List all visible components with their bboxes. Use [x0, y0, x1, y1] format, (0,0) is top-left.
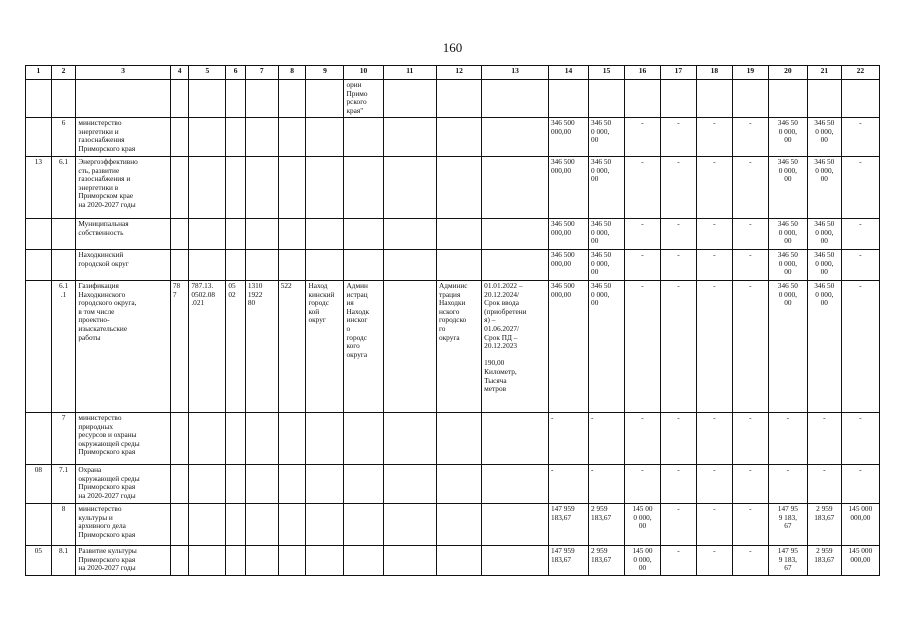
- header-cell: 11: [383, 66, 436, 80]
- table-cell-col-11: [383, 118, 436, 157]
- table-cell-col-16: -: [625, 465, 661, 504]
- table-cell-col-22: -: [841, 250, 879, 281]
- table-cell-col-3: министерство культуры и архивного дела Приморского края: [76, 504, 171, 546]
- table-row: [26, 157, 880, 219]
- table-cell-col-15: 346 50 0 000, 00: [589, 219, 625, 250]
- table-cell-col-4: [170, 219, 188, 250]
- header-cell: 7: [245, 66, 278, 80]
- table-cell-col-13: [482, 465, 549, 504]
- table-cell-col-11: [383, 465, 436, 504]
- table-cell-col-21: 346 50 0 000, 00: [807, 157, 841, 219]
- table-cell-col-10: [344, 250, 383, 281]
- table-cell-col-3: Развитие культуры Приморского края на 2020-2027 годы: [76, 546, 171, 576]
- table-cell-col-10: Админ истрац ия Находк инског о городс кого округа: [344, 281, 383, 413]
- header-cell: 4: [170, 66, 188, 80]
- table-cell-col-1: [26, 250, 52, 281]
- table-cell-col-8: [278, 413, 306, 465]
- table-row: [26, 281, 880, 413]
- table-cell-col-19: -: [732, 504, 768, 546]
- table-cell-col-7: [245, 413, 278, 465]
- table-cell-col-2: 7.1: [51, 465, 76, 504]
- table-cell-col-5: [189, 546, 226, 576]
- table-cell-col-5: [189, 118, 226, 157]
- table-cell-col-17: -: [660, 413, 696, 465]
- table-cell-col-19: -: [732, 219, 768, 250]
- table-cell-col-14: 147 959 183,67: [548, 504, 588, 546]
- header-cell: 5: [189, 66, 226, 80]
- table-cell-col-15: 346 50 0 000, 00: [589, 118, 625, 157]
- table-cell-col-12: [436, 157, 481, 219]
- table-cell-col-1: 05: [26, 546, 52, 576]
- table-cell-col-17: -: [660, 118, 696, 157]
- table-cell-col-6: [226, 219, 246, 250]
- table-cell-col-16: 145 00 0 000, 00: [625, 504, 661, 546]
- table-cell-col-9: [306, 157, 344, 219]
- table-cell-col-5: [189, 413, 226, 465]
- table-cell-col-17: -: [660, 546, 696, 576]
- table-cell-col-11: [383, 250, 436, 281]
- header-cell: 13: [482, 66, 549, 80]
- table-cell-col-6: [226, 157, 246, 219]
- table-cell-col-3: Охрана окружающей среды Приморского края на 2020-2027 годы: [76, 465, 171, 504]
- table-row: [26, 413, 880, 465]
- table-cell-col-20: 346 50 0 000, 00: [768, 250, 807, 281]
- table-cell-col-17: -: [660, 250, 696, 281]
- table-cell-col-15: 346 50 0 000, 00: [589, 281, 625, 413]
- table-cell-col-10: [344, 546, 383, 576]
- table-cell-col-1: [26, 281, 52, 413]
- header-cell: 1: [26, 66, 52, 80]
- table-cell-col-21: -: [807, 413, 841, 465]
- table-cell-col-13: [482, 118, 549, 157]
- table-cell-col-11: [383, 281, 436, 413]
- table-cell-col-14: 147 959 183,67: [548, 546, 588, 576]
- table-cell-col-10: [344, 118, 383, 157]
- table-cell-col-21: 346 50 0 000, 00: [807, 219, 841, 250]
- table-cell-col-15: -: [589, 413, 625, 465]
- table-cell-col-6: [226, 118, 246, 157]
- table-cell-col-14: 346 500 000,00: [548, 118, 588, 157]
- table-cell-col-14: 346 500 000,00: [548, 250, 588, 281]
- table-cell-col-20: 346 50 0 000, 00: [768, 219, 807, 250]
- table-cell-col-8: [278, 118, 306, 157]
- table-cell-col-18: -: [696, 219, 732, 250]
- table-cell-col-10: ории Примо рского края": [344, 80, 383, 118]
- table-cell-col-8: [278, 465, 306, 504]
- header-cell: 8: [278, 66, 306, 80]
- header-cell: 16: [625, 66, 661, 80]
- table-cell-col-22: -: [841, 219, 879, 250]
- table-cell-col-1: [26, 413, 52, 465]
- table-cell-col-10: [344, 465, 383, 504]
- table-cell-col-14: 346 500 000,00: [548, 219, 588, 250]
- table-cell-col-4: [170, 118, 188, 157]
- table-cell-col-16: -: [625, 250, 661, 281]
- table-cell-col-11: [383, 80, 436, 118]
- table-cell-col-9: [306, 413, 344, 465]
- table-body: [26, 80, 880, 576]
- table-cell-col-22: -: [841, 465, 879, 504]
- table-cell-col-2: 8: [51, 504, 76, 546]
- header-row: [26, 66, 880, 80]
- table-cell-col-19: -: [732, 546, 768, 576]
- table-cell-col-8: [278, 504, 306, 546]
- table-cell-col-13: [482, 250, 549, 281]
- table-cell-col-7: [245, 219, 278, 250]
- table-cell-col-22: -: [841, 157, 879, 219]
- table-cell-col-20: -: [768, 413, 807, 465]
- table-cell-col-3: министерство природных ресурсов и охраны окружающей среды Приморского края: [76, 413, 171, 465]
- table-cell-col-18: -: [696, 546, 732, 576]
- table-cell-col-1: [26, 80, 52, 118]
- table-cell-col-7: [245, 118, 278, 157]
- table-cell-col-16: -: [625, 281, 661, 413]
- table-cell-col-15: -: [589, 465, 625, 504]
- table-cell-col-13: [482, 504, 549, 546]
- table-cell-col-9: [306, 250, 344, 281]
- table-cell-col-5: [189, 465, 226, 504]
- table-cell-col-4: [170, 413, 188, 465]
- table-cell-col-20: 346 50 0 000, 00: [768, 281, 807, 413]
- table-cell-col-17: -: [660, 219, 696, 250]
- table-cell-col-20: 346 50 0 000, 00: [768, 118, 807, 157]
- table-cell-col-17: -: [660, 465, 696, 504]
- table-cell-col-17: -: [660, 504, 696, 546]
- table-cell-col-15: 2 959 183,67: [589, 504, 625, 546]
- table-cell-col-4: 78 7: [170, 281, 188, 413]
- table-cell-col-20: 147 95 9 183, 67: [768, 546, 807, 576]
- table-cell-col-22: -: [841, 413, 879, 465]
- table-cell-col-21: 2 959 183,67: [807, 546, 841, 576]
- table-cell-col-16: -: [625, 413, 661, 465]
- table-cell-col-15: [589, 80, 625, 118]
- table-cell-col-17: [660, 80, 696, 118]
- table-cell-col-10: [344, 413, 383, 465]
- table-cell-col-10: [344, 219, 383, 250]
- table-cell-col-21: 346 50 0 000, 00: [807, 281, 841, 413]
- table-cell-col-2: 6.1: [51, 157, 76, 219]
- header-cell: 6: [226, 66, 246, 80]
- table-cell-col-22: -: [841, 281, 879, 413]
- table-cell-col-20: [768, 80, 807, 118]
- table-cell-col-3: министерство энергетики и газоснабжения Приморского края: [76, 118, 171, 157]
- table-cell-col-4: [170, 250, 188, 281]
- table-cell-col-8: [278, 80, 306, 118]
- table-row: [26, 219, 880, 250]
- table-cell-col-5: 787.13. 0502.08 .021: [189, 281, 226, 413]
- table-cell-col-19: [732, 80, 768, 118]
- table-cell-col-15: 346 50 0 000, 00: [589, 157, 625, 219]
- table-cell-col-21: [807, 80, 841, 118]
- table-cell-col-22: [841, 80, 879, 118]
- table-cell-col-3: Газификация Находкинского городского округа, в том числе проектно- изыскательские работы: [76, 281, 171, 413]
- table-cell-col-18: -: [696, 465, 732, 504]
- table-cell-col-13: [482, 219, 549, 250]
- table-cell-col-12: [436, 80, 481, 118]
- table-cell-col-17: -: [660, 157, 696, 219]
- table-cell-col-20: -: [768, 465, 807, 504]
- header-cell: 14: [548, 66, 588, 80]
- table-cell-col-13: [482, 80, 549, 118]
- table-cell-col-22: -: [841, 118, 879, 157]
- header-cell: 2: [51, 66, 76, 80]
- table-cell-col-1: 08: [26, 465, 52, 504]
- table-cell-col-22: 145 000 000,00: [841, 546, 879, 576]
- table-cell-col-3: Энергоэффективно сть, развитие газоснабжения и энергетики в Приморском крае на 2020-2027 годы: [76, 157, 171, 219]
- table-cell-col-21: 346 50 0 000, 00: [807, 250, 841, 281]
- table-cell-col-14: [548, 80, 588, 118]
- table-cell-col-2: [51, 80, 76, 118]
- page-number: 160: [442, 40, 463, 55]
- table-cell-col-12: [436, 250, 481, 281]
- table-cell-col-3: [76, 80, 171, 118]
- table-cell-col-9: [306, 80, 344, 118]
- table-cell-col-19: -: [732, 250, 768, 281]
- table-row: [26, 250, 880, 281]
- table-cell-col-5: [189, 157, 226, 219]
- table-cell-col-13: [482, 157, 549, 219]
- table-cell-col-4: [170, 465, 188, 504]
- table-cell-col-13: [482, 413, 549, 465]
- table-cell-col-16: -: [625, 118, 661, 157]
- table-cell-col-12: [436, 118, 481, 157]
- table-cell-col-19: -: [732, 281, 768, 413]
- table-cell-col-2: 7: [51, 413, 76, 465]
- table-cell-col-12: [436, 413, 481, 465]
- table-cell-col-13: 01.01.2022 – 20.12.2024/ Срок ввода (приобретени я) – 01.06.2027/ Срок ПД – 20.12.2023 190,00 Километр, Тысяча метров: [482, 281, 549, 413]
- table-cell-col-2: 6: [51, 118, 76, 157]
- table-cell-col-9: Наход кинский городс кой округ: [306, 281, 344, 413]
- table-cell-col-16: 145 00 0 000, 00: [625, 546, 661, 576]
- table-cell-col-1: [26, 504, 52, 546]
- table-cell-col-15: 346 50 0 000, 00: [589, 250, 625, 281]
- table-cell-col-18: -: [696, 157, 732, 219]
- table-cell-col-7: [245, 504, 278, 546]
- table-cell-col-6: [226, 250, 246, 281]
- table-cell-col-7: [245, 250, 278, 281]
- header-cell: 9: [306, 66, 344, 80]
- table-cell-col-20: 346 50 0 000, 00: [768, 157, 807, 219]
- header-cell: 10: [344, 66, 383, 80]
- table-cell-col-11: [383, 219, 436, 250]
- table-cell-col-6: 05 02: [226, 281, 246, 413]
- header-cell: 18: [696, 66, 732, 80]
- header-cell: 21: [807, 66, 841, 80]
- table-cell-col-2: [51, 250, 76, 281]
- table-cell-col-16: [625, 80, 661, 118]
- table-cell-col-18: -: [696, 250, 732, 281]
- table-cell-col-7: [245, 465, 278, 504]
- table-cell-col-11: [383, 413, 436, 465]
- header-cell: 22: [841, 66, 879, 80]
- table-cell-col-11: [383, 504, 436, 546]
- table-cell-col-9: [306, 465, 344, 504]
- table-cell-col-14: -: [548, 465, 588, 504]
- table-cell-col-6: [226, 80, 246, 118]
- table-cell-col-8: [278, 219, 306, 250]
- table-cell-col-9: [306, 219, 344, 250]
- table-cell-col-4: [170, 504, 188, 546]
- table-cell-col-9: [306, 118, 344, 157]
- table-cell-col-12: Админис трация Находки нского городско го округа: [436, 281, 481, 413]
- table-cell-col-18: -: [696, 281, 732, 413]
- table-cell-col-14: -: [548, 413, 588, 465]
- table-cell-col-7: 1310 1922 80: [245, 281, 278, 413]
- table-cell-col-1: 13: [26, 157, 52, 219]
- table-cell-col-7: [245, 157, 278, 219]
- table-cell-col-18: [696, 80, 732, 118]
- table-row: [26, 118, 880, 157]
- table-cell-col-4: [170, 546, 188, 576]
- table-cell-col-6: [226, 413, 246, 465]
- table-cell-col-6: [226, 546, 246, 576]
- table-cell-col-7: [245, 546, 278, 576]
- table-cell-col-20: 147 95 9 183, 67: [768, 504, 807, 546]
- table-cell-col-11: [383, 546, 436, 576]
- table-cell-col-18: -: [696, 413, 732, 465]
- table-cell-col-22: 145 000 000,00: [841, 504, 879, 546]
- table-cell-col-6: [226, 504, 246, 546]
- table-cell-col-19: -: [732, 157, 768, 219]
- table-cell-col-21: -: [807, 465, 841, 504]
- header-cell: 12: [436, 66, 481, 80]
- table-row: [26, 465, 880, 504]
- table-cell-col-12: [436, 219, 481, 250]
- table-cell-col-8: [278, 157, 306, 219]
- table-cell-col-12: [436, 546, 481, 576]
- table-cell-col-2: [51, 219, 76, 250]
- table-cell-col-12: [436, 465, 481, 504]
- table-cell-col-3: Муниципальная собственность: [76, 219, 171, 250]
- table-cell-col-5: [189, 504, 226, 546]
- table-cell-col-6: [226, 465, 246, 504]
- table-cell-col-10: [344, 504, 383, 546]
- table-cell-col-14: 346 500 000,00: [548, 281, 588, 413]
- table-cell-col-21: 346 50 0 000, 00: [807, 118, 841, 157]
- table-cell-col-21: 2 959 183,67: [807, 504, 841, 546]
- table-cell-col-16: -: [625, 157, 661, 219]
- table-cell-col-16: -: [625, 219, 661, 250]
- table-cell-col-19: -: [732, 118, 768, 157]
- header-cell: 3: [76, 66, 171, 80]
- table-cell-col-12: [436, 504, 481, 546]
- table-cell-col-9: [306, 546, 344, 576]
- table-cell-col-5: [189, 219, 226, 250]
- table-cell-col-19: -: [732, 413, 768, 465]
- table-cell-col-1: [26, 219, 52, 250]
- table-cell-col-8: [278, 546, 306, 576]
- table-cell-col-5: [189, 80, 226, 118]
- table-cell-col-3: Находкинский городской округ: [76, 250, 171, 281]
- table-row: [26, 504, 880, 546]
- table-cell-col-2: 8.1: [51, 546, 76, 576]
- header-cell: 17: [660, 66, 696, 80]
- table-cell-col-13: [482, 546, 549, 576]
- header-cell: 19: [732, 66, 768, 80]
- table-cell-col-19: -: [732, 465, 768, 504]
- table-row: [26, 546, 880, 576]
- table-cell-col-1: [26, 118, 52, 157]
- table-cell-col-15: 2 959 183,67: [589, 546, 625, 576]
- table-cell-col-9: [306, 504, 344, 546]
- table-cell-col-2: 6.1 .1: [51, 281, 76, 413]
- table-cell-col-7: [245, 80, 278, 118]
- table-cell-col-14: 346 500 000,00: [548, 157, 588, 219]
- table-cell-col-8: 522: [278, 281, 306, 413]
- table-cell-col-4: [170, 157, 188, 219]
- table-row: [26, 80, 880, 118]
- table-cell-col-17: -: [660, 281, 696, 413]
- header-cell: 20: [768, 66, 807, 80]
- table-cell-col-8: [278, 250, 306, 281]
- table-cell-col-5: [189, 250, 226, 281]
- table-cell-col-18: -: [696, 504, 732, 546]
- table-cell-col-18: -: [696, 118, 732, 157]
- table-cell-col-10: [344, 157, 383, 219]
- table-cell-col-11: [383, 157, 436, 219]
- budget-table: [25, 65, 880, 576]
- header-cell: 15: [589, 66, 625, 80]
- table-cell-col-4: [170, 80, 188, 118]
